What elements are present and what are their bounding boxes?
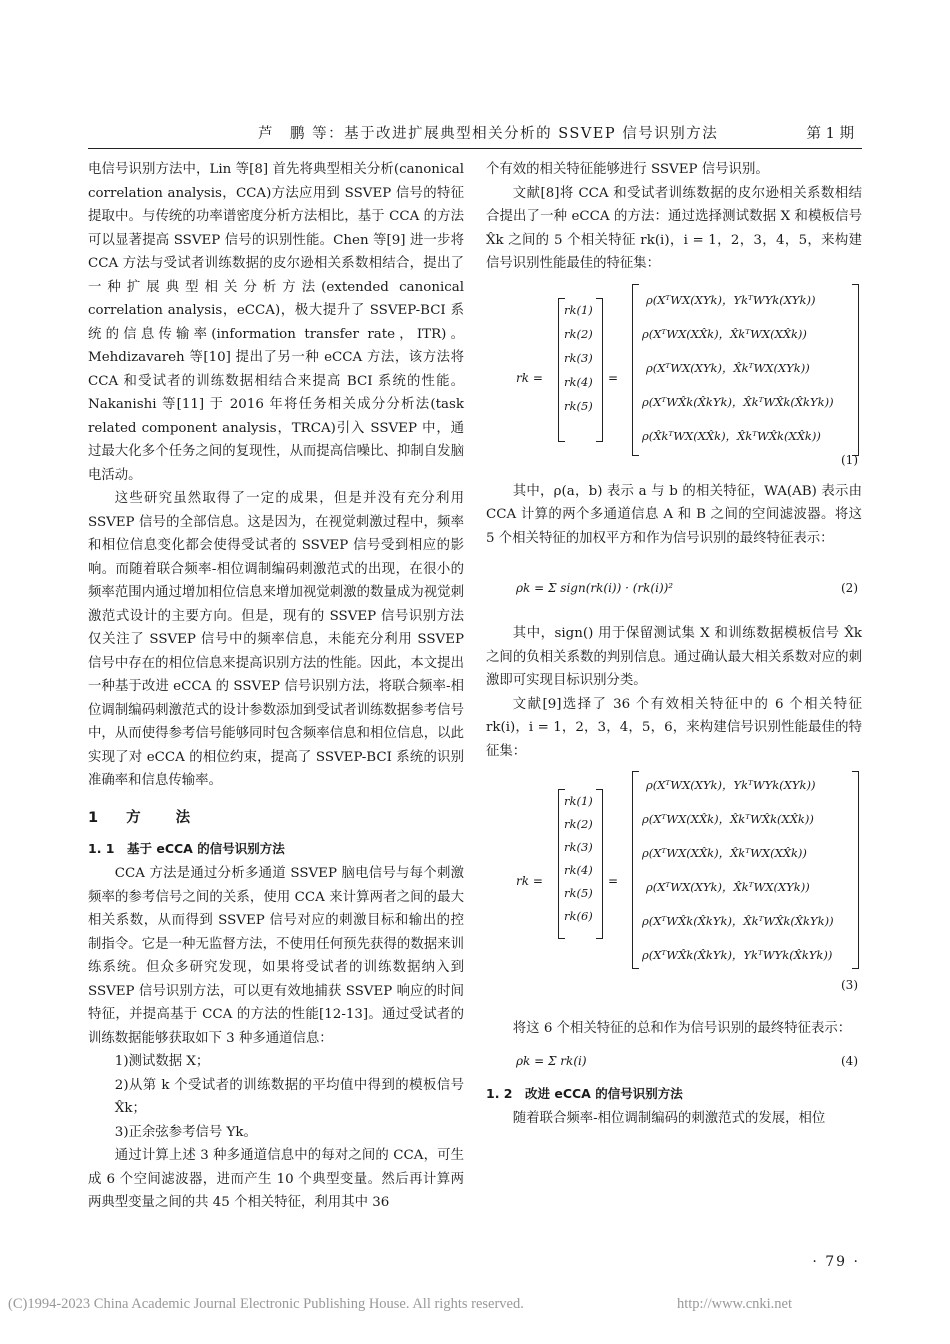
paragraph: 这些研究虽然取得了一定的成果，但是并没有充分利用 SSVEP 信号的全部信息。这是因为，在视觉刺激过程中，频率和相位信息变化都会使得受试者的 SSVEP 信号受到相应的影响。而随着联合频率-相位调制编码刺激范式的出现，在很小的频率范围内通过增加相位信息来增加视觉刺激的数量成为视觉刺激范式设计的主要方向。但是，现有的 SSVEP 信号识别方法仅关注了 SSVEP 信号中的频率信息，未能充分利用 SSVEP 信号中存在的相位信息来提高识别方法的性能。因此，本文提出一种基于改进 eCCA 的 SSVEP 信号识别方法，将联合频率-相位调制编码刺激范式的设计参数添加到受试者训练数据参考信号中，从而使得参考信号能够同时包含频率信息和相位信息，以此实现了对 eCCA 的相位约束，提高了 SSVEP-BCI 系统的识别准确率和信息传输率。 xyxy=(88,491,464,788)
paragraph: 其中，sign() 用于保留测试集 X 和训练数据模板信号 X̂k 之间的负相关系数的判别信息。通过确认最大相关系数对应的刺激即可实现目标识别分类。 xyxy=(486,626,862,688)
eq3-matrix-bracket-left xyxy=(632,771,639,969)
copyright-footer: (C)1994-2023 China Academic Journal Electronic Publishing House. All rights reserved. xyxy=(8,1296,524,1312)
eq3-entry: rk(6) xyxy=(564,909,593,923)
issue-number: 第 1 期 xyxy=(806,126,854,142)
eq1-row: ρ(XᵀWX(XYk)，YkᵀWYk(XYk)) xyxy=(646,292,816,307)
eq3-row: ρ(XᵀWX(XX̂k)，X̂kᵀWX̂k(XX̂k)) xyxy=(642,812,814,826)
list-item: 2)从第 k 个受试者的训练数据的平均值中得到的模板信号 X̂k； xyxy=(114,1077,464,1116)
paragraph: 个有效的相关特征能够进行 SSVEP 信号识别。 xyxy=(486,162,769,177)
section-number: 1 xyxy=(88,809,101,826)
eq3-row: ρ(XᵀWX(XYk)，X̂kᵀWX(XYk)) xyxy=(646,880,810,894)
paragraph: 将这 6 个相关特征的总和作为信号识别的最终特征表示： xyxy=(512,1021,852,1036)
subsection-heading: 1. 1 基于 eCCA 的信号识别方法 xyxy=(88,841,285,856)
paragraph: CCA 方法是通过分析多通道 SSVEP 脑电信号与每个刺激频率的参考信号之间的关系，使用 CCA 来计算两者之间的最大相关系数，从而得到 SSVEP 信号对应的刺激目标和输出的控制指令。它是一种无监督方法，不使用任何预先获得的数据来训练系统。但众多研究发现，如果将受试者的训练数据纳入到 SSVEP 信号识别方法，可以更有效地捕获 SSVEP 响应的时间特征，并提高基于 CCA 的方法的性能[12-13]。通过受试者的训练数据能够获取如下 3 种多通道信息： xyxy=(88,866,464,1046)
eq1-entry: rk(3) xyxy=(564,350,593,365)
list-item: 1)测试数据 X； xyxy=(114,1054,210,1069)
eq3-entry: rk(5) xyxy=(564,886,593,900)
eq1-entry: rk(2) xyxy=(564,326,593,341)
eq2-label: (2) xyxy=(841,581,858,595)
list-item: 3)正余弦参考信号 Yk。 xyxy=(114,1124,257,1140)
eq3-label: (3) xyxy=(841,978,858,992)
eq1-entry: rk(1) xyxy=(564,302,593,317)
eq1-matrix-bracket-right xyxy=(852,284,859,456)
paragraph: 文献[8]将 CCA 和受试者训练数据的皮尔逊相关系数相结合提出了一种 eCCA 的方法：通过选择测试数据 X 和模板信号 X̂k 之间的 5 个相关特征 rk(i)，i = 1，2，3，4，5，来构建信号识别性能最佳的特征集： xyxy=(486,185,862,271)
paragraph: 随着联合频率-相位调制编码的刺激范式的发展，相位 xyxy=(512,1110,826,1126)
eq4-label: (4) xyxy=(841,1053,858,1068)
paragraph: 通过计算上述 3 种多通道信息中的每对之间的 CCA，可生成 6 个空间滤波器，进而产生 10 个典型变量。然后再计算两两典型变量之间的共 45 个相关特征，利用其中 36 xyxy=(88,1148,464,1210)
subsection-heading: 1. 2 改进 eCCA 的信号识别方法 xyxy=(486,1085,683,1101)
equation-1: rk = rk(1) rk(2) rk(3) rk(4) rk(5) = ρ(XᵀWX(XYk)，YkᵀWYk(XYk)) ρ(XᵀWX(XX̂k)，X̂kᵀWX(XX̂k)) ρ(XᵀWX(XYk)，X̂kᵀWX(XYk)) ρ(XᵀWX̂k(X̂kYk)，X̂kᵀWX̂k(X̂kYk)) ρ(X̂kᵀWX(XX̂k)，X̂kᵀWX̂k(XX̂k)) (1) xyxy=(486,284,862,470)
eq3-vector-bracket-right xyxy=(596,789,603,939)
eq2-body: ρk = Σ sign(rk(i)) · (rk(i))² xyxy=(516,581,674,595)
eq1-matrix-bracket-left xyxy=(632,284,639,456)
eq1-entry: rk(5) xyxy=(564,398,593,413)
left-column xyxy=(88,158,464,1215)
eq3-row: ρ(XᵀWX̂k(X̂kYk)，X̂kᵀWX̂k(X̂kYk)) xyxy=(642,914,834,928)
paragraph: 文献[9]选择了 36 个有效相关特征中的 6 个相关特征 rk(i)，i = 1，2，3，4，5，6，来构建信号识别性能最佳的特征集： xyxy=(486,696,862,759)
eq4-body: ρk = Σ rk(i) xyxy=(516,1053,587,1068)
running-title: 芦 鹏 等：基于改进扩展典型相关分析的 SSVEP 信号识别方法 xyxy=(258,126,719,142)
right-column xyxy=(486,158,862,1130)
eq3-entry: rk(4) xyxy=(564,863,593,877)
eq1-entry: rk(4) xyxy=(564,374,593,389)
eq1-row: ρ(XᵀWX(XX̂k)，X̂kᵀWX(XX̂k)) xyxy=(642,326,807,341)
equation-3: rk = rk(1) rk(2) rk(3) rk(4) rk(5) rk(6) = ρ(XᵀWX(XYk)，YkᵀWYk(XYk)) ρ(XᵀWX(XX̂k)，X̂kᵀWX̂k(XX̂k)) ρ(XᵀWX(XX̂k)，X̂kᵀWX(XX̂k)) ρ(XᵀWX(XYk)，X̂kᵀWX(XYk)) ρ(XᵀWX̂k(X̂kYk)，X̂kᵀWX̂k(X̂kYk)) ρ(XᵀWX̂k(X̂kYk)，YkᵀWYk(X̂kYk)) (3) xyxy=(486,771,862,999)
eq3-row: ρ(XᵀWX(XX̂k)，X̂kᵀWX(XX̂k)) xyxy=(642,846,807,860)
equation-4 xyxy=(486,1043,862,1079)
eq3-matrix-bracket-right xyxy=(852,771,859,969)
eq3-entry: rk(2) xyxy=(564,817,593,831)
eq3-row: ρ(XᵀWX(XYk)，YkᵀWYk(XYk)) xyxy=(646,778,816,792)
page-number: · 79 · xyxy=(812,1254,860,1270)
eq1-label: (1) xyxy=(841,452,858,467)
eq1-lhs: rk = xyxy=(516,370,543,385)
paragraph: 电信号识别方法中，Lin 等[8] 首先将典型相关分析(canonical correlation analysis，CCA)方法应用到 SSVEP 信号的特征提取中。与传统的功率谱密度分析方法相比，基于 CCA 的方法可以显著提高 SSVEP 信号的识别性能。Chen 等[9] 进一步将 CCA 方法与受试者训练数据的皮尔逊相关系数相结合，提出了一种扩展典型相关分析方法(extended canonical correlation analysis，eCCA)，极大提升了 SSVEP-BCI 系统的信息传输率(information transfer rate，ITR)。Mehdizavareh 等[10] 提出了另一种 eCCA 方法，该方法将 CCA 和受试者的训练数据相结合来提高 BCI 系统的性能。Nakanishi 等[11] 于 2016 年将任务相关成分分析法(task related component analysis，TRCA)引入 SSVEP 中，通过最大化多个任务之间的复现性，从而提高信噪比、抑制自发脑电活动。 xyxy=(88,162,464,483)
running-header xyxy=(88,118,862,149)
eq1-row: ρ(XᵀWX(XYk)，X̂kᵀWX(XYk)) xyxy=(646,360,810,375)
eq1-row: ρ(X̂kᵀWX(XX̂k)，X̂kᵀWX̂k(XX̂k)) xyxy=(642,428,821,443)
paragraph: 其中，ρ(a，b) 表示 a 与 b 的相关特征，WA(AB) 表示由 CCA 计算的两个多通道信息 A 和 B 之间的空间滤波器。将这 5 个相关特征的加权平方和作为信号识别的最终特征表示： xyxy=(486,483,862,546)
footer-url: http://www.cnki.net xyxy=(676,1296,792,1312)
equation-2 xyxy=(486,558,862,618)
eq1-row: ρ(XᵀWX̂k(X̂kYk)，X̂kᵀWX̂k(X̂kYk)) xyxy=(642,394,834,409)
eq3-row: ρ(XᵀWX̂k(X̂kYk)，YkᵀWYk(X̂kYk)) xyxy=(642,948,833,962)
eq3-entry: rk(3) xyxy=(564,840,593,854)
eq3-entry: rk(1) xyxy=(564,794,593,808)
section-title: 方 法 xyxy=(126,809,193,826)
eq1-vector-bracket-right xyxy=(596,298,603,442)
eq3-lhs: rk = xyxy=(516,874,543,888)
section-heading xyxy=(88,807,464,831)
